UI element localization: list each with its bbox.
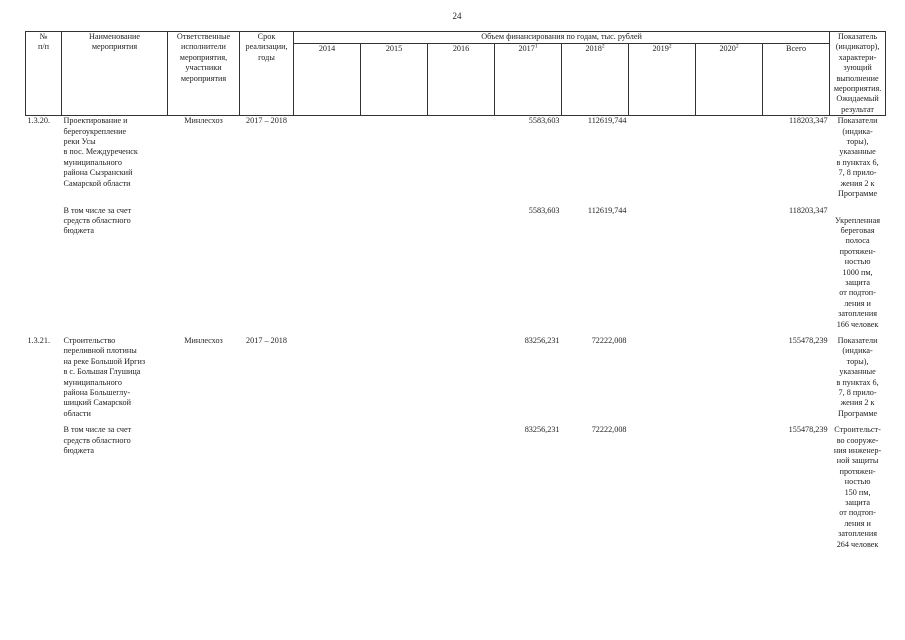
- table-header: [26, 32, 886, 116]
- row-executor: Минлесхоз: [184, 116, 223, 126]
- cell-2014: [294, 206, 361, 330]
- header-year: 2015: [361, 43, 428, 116]
- cell-2020: [696, 116, 763, 200]
- header-year: 2016: [428, 43, 495, 116]
- header-total: Всего: [763, 43, 830, 116]
- row-indicator: Показатели (индика- торы), указанные в пунктах 6, 7, 8 прило- жения 2 к Программе: [836, 116, 879, 199]
- header-indicator: Показатель (индикатор), характери- зующий выполнение мероприятия. Ожидаемый результат: [830, 32, 886, 116]
- financing-table: [25, 31, 886, 550]
- cell-2018: 72222,008: [591, 425, 627, 435]
- header-period: Срок реализации, годы: [240, 32, 294, 116]
- cell-2019: [629, 206, 696, 330]
- cell-2016: [428, 206, 495, 330]
- row-name: Проектирование и берегоукрепление реки Усы в пос. Междуреченск муниципального района Сызранский Самарской области: [63, 116, 138, 188]
- table-row: [26, 116, 886, 200]
- cell-2019: [629, 116, 696, 200]
- cell-2017: 5583,603: [528, 116, 560, 126]
- row-num: 1.3.21.: [27, 335, 51, 345]
- row-num: 1.3.20.: [27, 116, 51, 126]
- row-name: Строительство переливной плотины на реке Большой Иргиз в с. Большая Глушица муниципального района Большеглу- шицкий Самарской области: [63, 335, 146, 418]
- header-year: 2017$^1$: [495, 43, 562, 116]
- cell-2018: 112619,744: [587, 205, 627, 215]
- row-num: [26, 206, 62, 330]
- row-executor: [168, 425, 240, 550]
- row-num: [26, 425, 62, 550]
- table-row: [26, 425, 886, 550]
- row-indicator: Укрепленная береговая полоса протяжен- ностью 1000 пм, защита от подтоп- ления и затопления 166 человек: [835, 215, 881, 329]
- cell-2020: [696, 336, 763, 419]
- row-name: В том числе за счет средств областного бюджета: [63, 205, 132, 236]
- cell-2014: [294, 116, 361, 200]
- header-year: 2020$^2$: [696, 43, 763, 116]
- header-num: № п/п: [26, 32, 62, 116]
- cell-2015: [361, 116, 428, 200]
- cell-2018: 72222,008: [591, 335, 627, 345]
- cell-2020: [696, 425, 763, 550]
- cell-total: 155478,239: [788, 425, 828, 435]
- row-period: [240, 206, 294, 330]
- header-year: 2014: [294, 43, 361, 116]
- header-financing: Объем финансирования по годам, тыс. рублей: [294, 32, 830, 44]
- cell-2015: [361, 336, 428, 419]
- cell-2019: [629, 336, 696, 419]
- cell-total: 118203,347: [788, 116, 828, 126]
- cell-2016: [428, 336, 495, 419]
- header-year: 2018$^2$: [562, 43, 629, 116]
- cell-2016: [428, 116, 495, 200]
- header-year: 2019$^2$: [629, 43, 696, 116]
- cell-2018: 112619,744: [587, 116, 627, 126]
- cell-2014: [294, 336, 361, 419]
- cell-total: 118203,347: [788, 205, 828, 215]
- row-indicator: Строительст- во сооруже- ния инженер- ной защиты протяжен- ностью 150 пм, защита от подтоп- ления и затопления 264 человек: [833, 425, 882, 549]
- header-name: Наименование мероприятия: [62, 32, 168, 116]
- cell-2015: [361, 425, 428, 550]
- cell-2017: 5583,603: [528, 205, 560, 215]
- table-row: [26, 336, 886, 419]
- table-body: [26, 116, 886, 550]
- cell-2014: [294, 425, 361, 550]
- row-period: 2017 – 2018: [246, 335, 287, 345]
- table-row: [26, 206, 886, 330]
- cell-2017: 83256,231: [524, 335, 560, 345]
- cell-2015: [361, 206, 428, 330]
- row-indicator: Показатели (индика- торы), указанные в пунктах 6, 7, 8 прило- жения 2 к Программе: [836, 335, 879, 418]
- cell-2017: 83256,231: [524, 425, 560, 435]
- cell-2019: [629, 425, 696, 550]
- header-executors: Ответственные исполнители мероприятия, участники мероприятия: [168, 32, 240, 116]
- row-executor: [168, 206, 240, 330]
- cell-2016: [428, 425, 495, 550]
- row-executor: Минлесхоз: [184, 335, 223, 345]
- row-period: 2017 – 2018: [246, 116, 287, 126]
- cell-total: 155478,239: [788, 335, 828, 345]
- cell-2020: [696, 206, 763, 330]
- row-period: [240, 425, 294, 550]
- row-name: В том числе за счет средств областного бюджета: [63, 425, 132, 456]
- page-number: 24: [452, 11, 462, 21]
